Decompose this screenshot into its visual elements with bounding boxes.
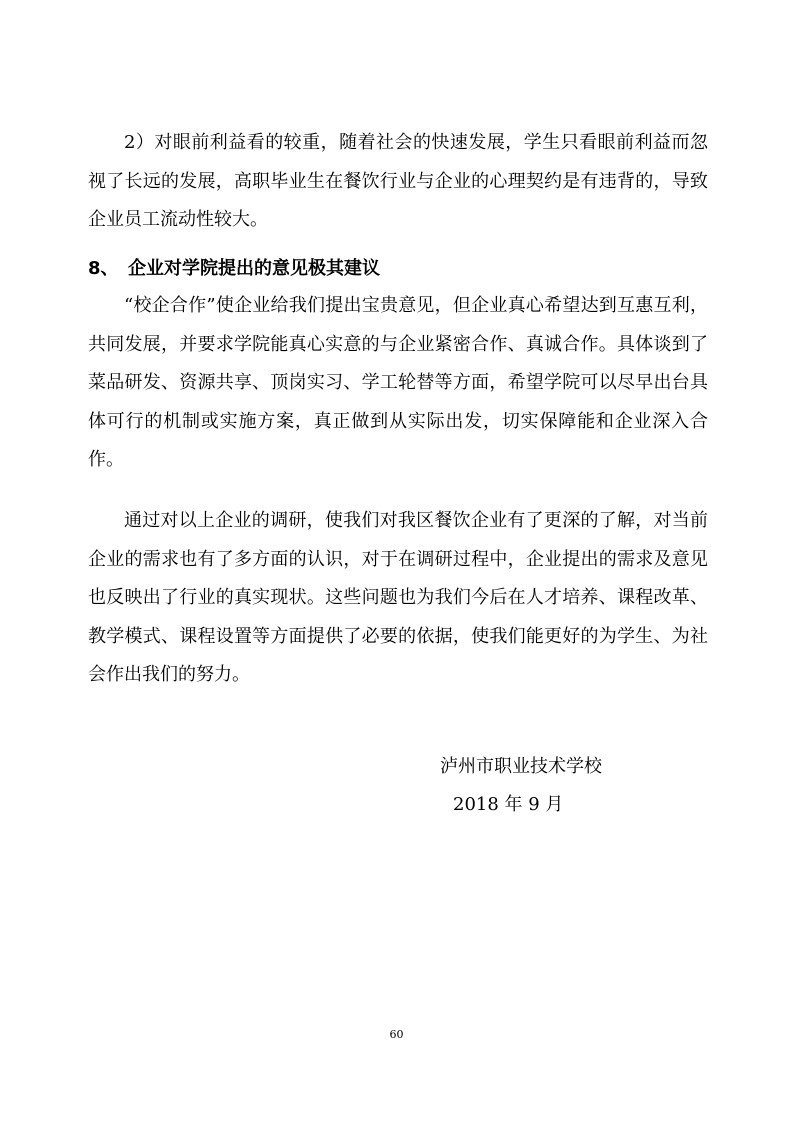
page-number: 60 bbox=[389, 1028, 404, 1041]
paragraph-school-enterprise-cooperation: “校企合作”使企业给我们提出宝贵意见，但企业真心希望达到互惠互利，共同发展，并要求学院能真心实意的与企业紧密合作、真诚合作。具体谈到了菜品研发、资源共享、顶岗实习、学工轮替等方面，希望学院可以尽早出台具体可行的机制或实施方案，真正做到从实际出发，切实保障能和企业深入合作。 bbox=[88, 295, 708, 470]
section-number: 8、 bbox=[88, 258, 119, 279]
section-heading bbox=[88, 250, 708, 288]
paragraph-enterprise-interest: 2）对眼前利益看的较重，随着社会的快速发展，学生只看眼前利益而忽视了长远的发展，高职毕业生在餐饮行业与企业的心理契约是有违背的，导致企业员工流动性较大。 bbox=[88, 132, 708, 230]
signature-date: 2018 年 9 月 bbox=[453, 794, 564, 815]
signature-organization: 泸州市职业技术学校 bbox=[440, 756, 602, 777]
paragraph-conclusion: 通过对以上企业的调研，使我们对我区餐饮企业有了更深的了解，对当前企业的需求也有了多方面的认识，对于在调研过程中，企业提出的需求及意见也反映出了行业的真实现状。这些问题也为我们今后在人才培养、课程改革、教学模式、课程设置等方面提供了必要的依据，使我们能更好的为学生、为社会作出我们的努力。 bbox=[88, 510, 708, 685]
section-title: 企业对学院提出的意见极其建议 bbox=[128, 258, 380, 279]
